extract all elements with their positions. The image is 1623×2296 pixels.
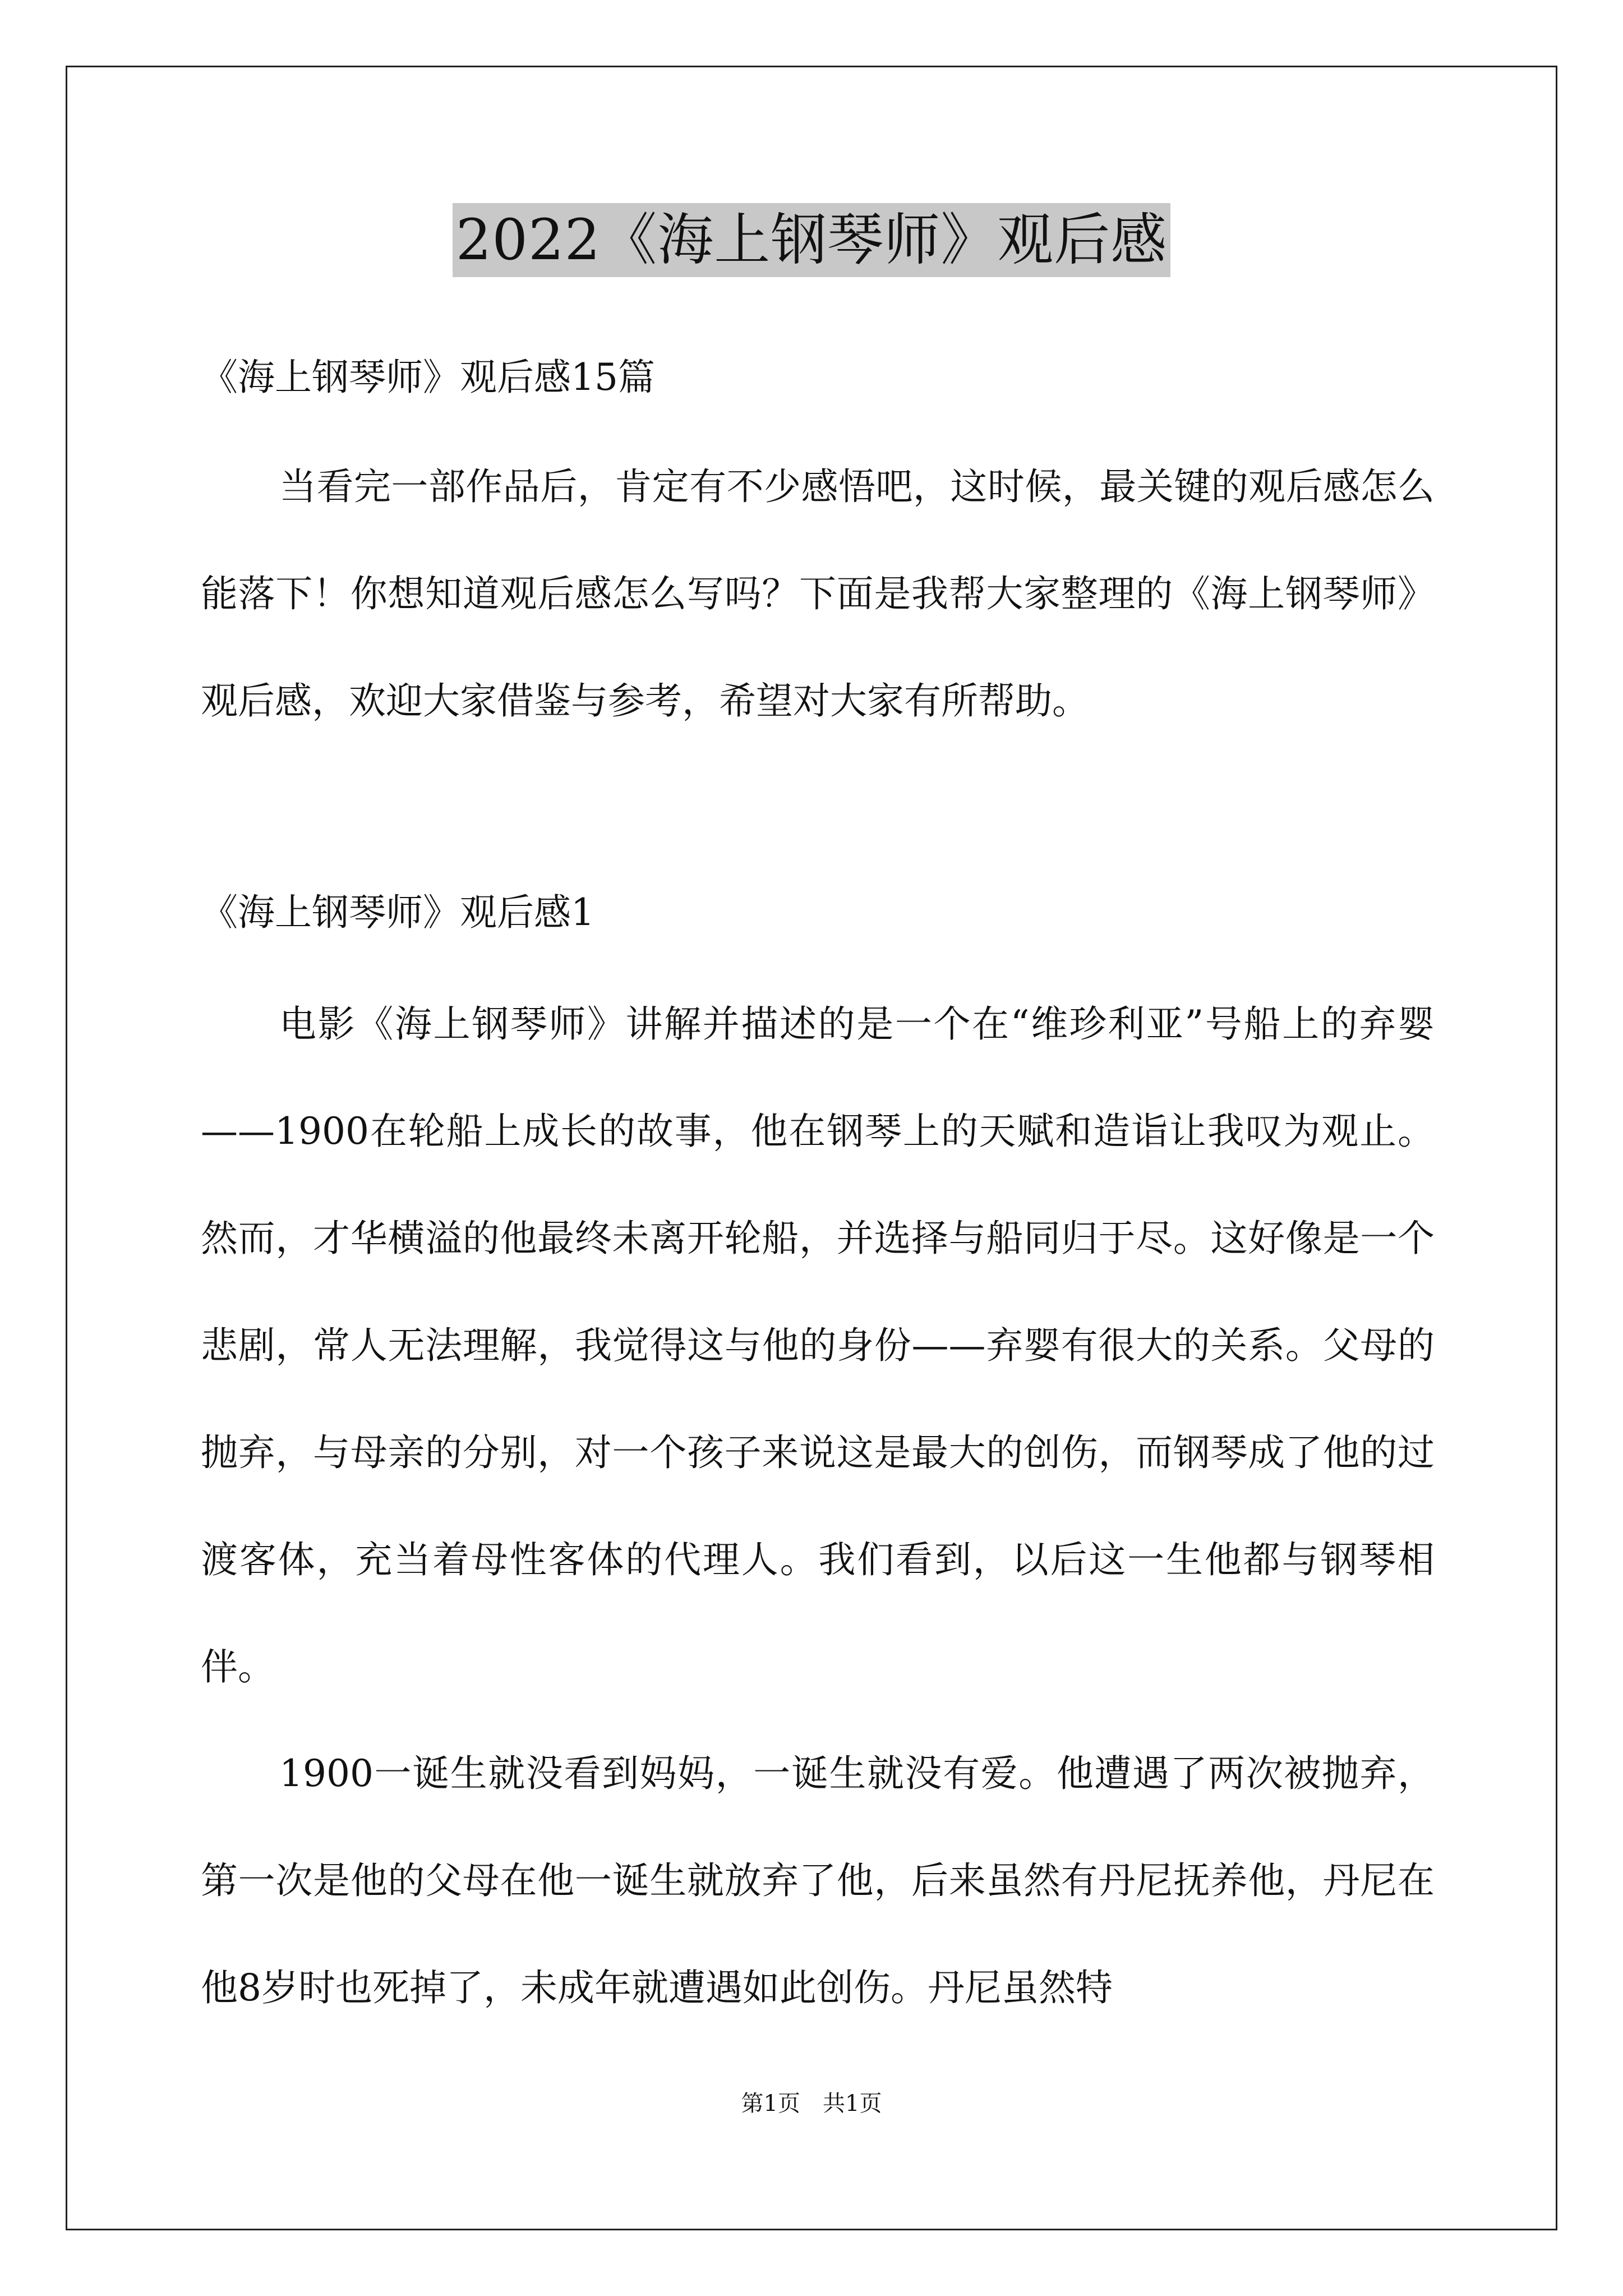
intro-paragraph: 当看完一部作品后，肯定有不少感悟吧，这时候，最关键的观后感怎么能落下！你想知道观后感怎么写吗？下面是我帮大家整理的《海上钢琴师》观后感，欢迎大家借鉴与参考，希望对大家有所帮助。 <box>201 465 1435 723</box>
document-title: 2022《海上钢琴师》观后感 <box>453 203 1171 277</box>
page-number: 第1页 <box>741 2091 800 2116</box>
page-footer <box>0 2088 1623 2119</box>
title-container <box>0 203 1623 277</box>
document-subtitle: 《海上钢琴师》观后感15篇 <box>201 356 655 399</box>
body-paragraph-1: 电影《海上钢琴师》讲解并描述的是一个在“维珍利亚”号船上的弃婴——1900在轮船上成长的故事，他在钢琴上的天赋和造诣让我叹为观止。然而，才华横溢的他最终未离开轮船，并选择与船同归于尽。这好像是一个悲剧，常人无法理解，我觉得这与他的身份——弃婴有很大的关系。父母的抛弃，与母亲的分别，对一个孩子来说这是最大的创伤，而钢琴成了他的过渡客体，充当着母性客体的代理人。我们看到，以后这一生他都与钢琴相伴。 <box>201 1002 1435 1688</box>
body-paragraph-2: 1900一诞生就没看到妈妈，一诞生就没有爱。他遭遇了两次被抛弃，第一次是他的父母在他一诞生就放弃了他，后来虽然有丹尼抚养他，丹尼在他8岁时也死掉了，未成年就遭遇如此创伤。丹尼虽然特 <box>201 1752 1435 2009</box>
page-total: 共1页 <box>823 2091 882 2116</box>
section-heading: 《海上钢琴师》观后感1 <box>201 891 594 934</box>
